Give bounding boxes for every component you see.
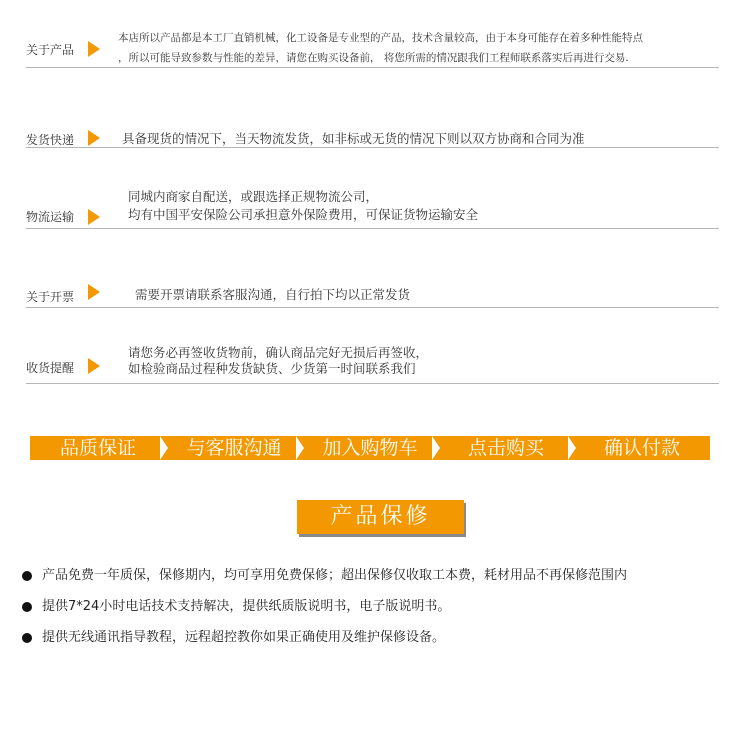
warranty-title: 产品保修 bbox=[297, 500, 464, 534]
tab-confirm-payment[interactable]: 确认付款 bbox=[574, 436, 710, 460]
row-description bbox=[128, 345, 428, 377]
row-description-line: 需要开票请联系客服沟通，自行拍下均以正常发货 bbox=[135, 287, 411, 302]
arrow-right-icon bbox=[88, 284, 100, 300]
tab-divider-arrow-icon bbox=[296, 436, 304, 460]
info-row-shipping bbox=[26, 120, 719, 148]
info-row-about-product bbox=[26, 24, 719, 68]
row-label: 物流运输 bbox=[26, 210, 75, 224]
bullet-dot-icon bbox=[22, 633, 32, 643]
row-label: 发货快递 bbox=[26, 133, 75, 147]
tab-add-to-cart[interactable]: 加入购物车 bbox=[302, 436, 438, 460]
row-description bbox=[118, 28, 643, 68]
row-label: 关于产品 bbox=[26, 43, 75, 57]
row-label: 关于开票 bbox=[26, 290, 75, 304]
tab-divider-arrow-icon bbox=[432, 436, 440, 460]
arrow-right-icon bbox=[88, 130, 100, 146]
bullet-dot-icon bbox=[22, 602, 32, 612]
tab-quality-guarantee[interactable]: 品质保证 bbox=[30, 436, 166, 460]
info-row-logistics bbox=[26, 184, 719, 229]
list-item-text: 提供无线通讯指导教程，远程超控教你如果正确使用及维护保修设备。 bbox=[42, 630, 446, 645]
tab-divider-arrow-icon bbox=[568, 436, 576, 460]
info-row-receipt-reminder bbox=[26, 343, 719, 384]
arrow-right-icon bbox=[88, 209, 100, 225]
row-description-line: 请您务必再签收货物前，确认商品完好无损后再签收， bbox=[128, 345, 429, 360]
arrow-right-icon bbox=[88, 41, 100, 57]
row-description bbox=[128, 188, 478, 224]
tab-divider-arrow-icon bbox=[160, 436, 168, 460]
row-description-line: 同城内商家自配送，或跟选择正规物流公司， bbox=[128, 189, 379, 204]
row-label: 收货提醒 bbox=[26, 361, 75, 375]
row-description-line: 均有中国平安保险公司承担意外保险费用，可保证货物运输安全 bbox=[128, 207, 479, 222]
row-description-line: 如检验商品过程种发货缺货、少货第一时间联系我们 bbox=[128, 361, 416, 376]
arrow-right-icon bbox=[88, 358, 100, 374]
row-description-line: ，所以可能导致参数与性能的差异，请您在购买设备前， 将您所需的情况跟我们工程师联系落实后再进行交易. bbox=[118, 52, 629, 64]
list-item-text: 产品免费一年质保，保修期内，均可享用免费保修；超出保修仅收取工本费，耗材用品不再保修范围内 bbox=[42, 568, 628, 583]
list-item-text: 提供7*24小时电话技术支持解决，提供纸质版说明书，电子版说明书。 bbox=[42, 599, 451, 614]
info-row-invoice bbox=[26, 280, 719, 308]
row-description-line: 具备现货的情况下，当天物流发货，如非标或无货的情况下则以双方协商和合同为准 bbox=[122, 131, 585, 146]
row-description-line: 本店所以产品都是本工厂直销机械，化工设备是专业型的产品，技术含量较高，由于本身可能存在着多种性能特点 bbox=[118, 32, 643, 44]
bullet-dot-icon bbox=[22, 571, 32, 581]
tab-buy-now[interactable]: 点击购买 bbox=[438, 436, 574, 460]
purchase-process-tabs bbox=[30, 436, 710, 460]
row-description bbox=[122, 130, 585, 148]
row-description bbox=[135, 286, 410, 304]
tab-contact-support[interactable]: 与客服沟通 bbox=[166, 436, 302, 460]
